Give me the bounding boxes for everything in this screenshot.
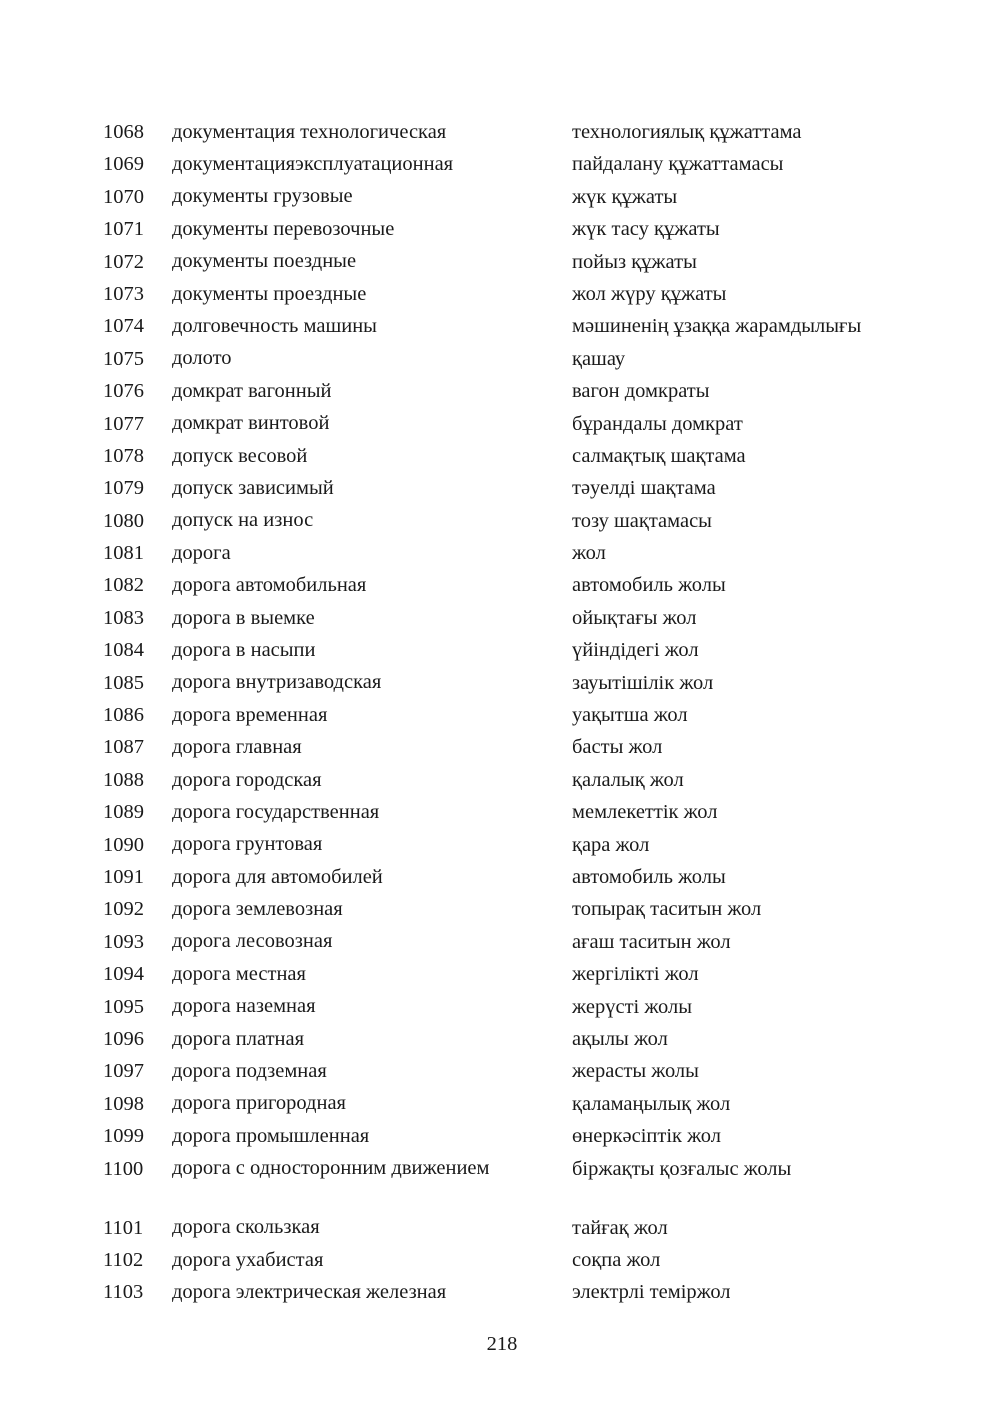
kazakh-term: тозу шақтамасы [572, 509, 712, 532]
kazakh-term: жергілікті жол [572, 963, 699, 986]
entry-number: 1080 [103, 509, 144, 532]
glossary-entry [0, 699, 1004, 731]
entry-number: 1085 [103, 671, 144, 694]
russian-term: дорога скользкая [172, 1216, 320, 1239]
russian-term: допуск зависимый [172, 476, 334, 499]
glossary-entry [0, 310, 1004, 342]
russian-term: документы перевозочные [172, 217, 395, 240]
glossary-entry [0, 148, 1004, 180]
glossary-entry [0, 829, 1004, 861]
kazakh-term: өнеркәсіптік жол [572, 1125, 721, 1148]
russian-term: документы проездные [172, 282, 367, 305]
entry-number: 1087 [103, 736, 144, 759]
russian-term: дорога ухабистая [172, 1248, 324, 1271]
kazakh-term: жол жүру құжаты [572, 282, 727, 305]
glossary-entry [0, 1212, 1004, 1244]
russian-term: дорога грунтовая [172, 833, 323, 856]
russian-term: домкрат вагонный [172, 379, 332, 402]
glossary-entry [0, 1023, 1004, 1055]
entry-number: 1093 [103, 930, 144, 953]
kazakh-term: технологиялық құжаттама [572, 121, 802, 143]
russian-term: дорога промышленная [172, 1124, 370, 1147]
entry-number: 1074 [103, 315, 144, 338]
russian-term: дорога платная [172, 1027, 305, 1050]
glossary-entry [0, 731, 1004, 763]
entry-number: 1096 [103, 1027, 144, 1050]
glossary-entry [0, 278, 1004, 310]
russian-term: дорога в выемке [172, 606, 315, 629]
kazakh-term: тәуелді шақтама [572, 477, 716, 500]
glossary-entry [0, 796, 1004, 828]
glossary-entry [0, 958, 1004, 990]
glossary-entry [0, 634, 1004, 666]
russian-term: дорога с односторонним движением [172, 1157, 490, 1180]
entry-number: 1073 [103, 282, 144, 305]
glossary-entry [0, 537, 1004, 569]
kazakh-term: басты жол [572, 736, 663, 759]
glossary-entry [0, 1120, 1004, 1152]
entry-number: 1069 [103, 153, 144, 176]
glossary-entry [0, 472, 1004, 504]
glossary-entry [0, 1276, 1004, 1308]
russian-term: дорога автомобильная [172, 574, 367, 597]
glossary-entry [0, 408, 1004, 440]
kazakh-term: жерүсті жолы [572, 995, 693, 1018]
russian-term: дорога главная [172, 736, 302, 759]
entry-number: 1091 [103, 865, 144, 888]
glossary-entry [0, 181, 1004, 213]
kazakh-term: зауытішілік жол [572, 671, 714, 694]
kazakh-term: ақылы жол [572, 1027, 668, 1050]
kazakh-term: пойыз құжаты [572, 250, 697, 273]
glossary-entry [0, 926, 1004, 958]
page-number: 218 [486, 1333, 518, 1355]
kazakh-term: топырақ таситын жол [572, 898, 762, 921]
kazakh-term: соқпа жол [572, 1248, 661, 1271]
russian-term: дорога городская [172, 768, 322, 791]
russian-term: дорога для автомобилей [172, 865, 383, 888]
entry-number: 1084 [103, 639, 144, 662]
glossary-entry [0, 375, 1004, 407]
entry-number: 1072 [103, 250, 144, 273]
entry-number: 1090 [103, 833, 144, 856]
russian-term: долговечность машины [172, 315, 377, 338]
entry-number: 1098 [103, 1092, 144, 1115]
russian-term: домкрат винтовой [172, 412, 330, 435]
glossary-entry [0, 602, 1004, 634]
kazakh-term: электрлі теміржол [572, 1281, 731, 1304]
russian-term: дорога временная [172, 703, 328, 726]
glossary-entry [0, 343, 1004, 375]
kazakh-term: мемлекеттік жол [572, 801, 718, 824]
entry-number: 1097 [103, 1060, 144, 1083]
entry-number: 1095 [103, 995, 144, 1018]
entry-number: 1099 [103, 1125, 144, 1148]
kazakh-term: жүк құжаты [572, 185, 678, 208]
entry-number: 1082 [103, 574, 144, 597]
glossary-entry [0, 1055, 1004, 1087]
glossary-entry [0, 246, 1004, 278]
glossary-entry [0, 213, 1004, 245]
glossary-entry [0, 505, 1004, 537]
kazakh-term: қашау [572, 347, 626, 370]
entry-number: 1070 [103, 185, 144, 208]
entry-number: 1077 [103, 412, 144, 435]
kazakh-term: салмақтық шақтама [572, 444, 746, 467]
entry-number: 1068 [103, 121, 144, 143]
russian-term: документация технологическая [172, 120, 447, 143]
russian-term: документы поездные [172, 250, 357, 273]
glossary-entry [0, 764, 1004, 796]
russian-term: дорога землевозная [172, 898, 343, 921]
russian-term: документацияэксплуатационная [172, 153, 454, 176]
glossary-entries [0, 116, 1004, 1309]
glossary-entry [0, 1153, 1004, 1212]
kazakh-term: уақытша жол [572, 704, 688, 727]
russian-term: допуск на износ [172, 509, 314, 532]
russian-term: дорога электрическая железная [172, 1280, 447, 1303]
kazakh-term: жүк тасу құжаты [572, 218, 720, 241]
russian-term: дорога наземная [172, 995, 316, 1018]
entry-number: 1092 [103, 898, 144, 921]
kazakh-term: ағаш таситын жол [572, 930, 731, 953]
entry-number: 1079 [103, 477, 144, 500]
russian-term: дорога внутризаводская [172, 671, 382, 694]
kazakh-term: қаламаңылық жол [572, 1092, 731, 1115]
russian-term: дорога в насыпи [172, 638, 316, 661]
kazakh-term: тайғақ жол [572, 1216, 668, 1239]
kazakh-term: үйіндідегі жол [572, 639, 699, 662]
glossary-entry [0, 861, 1004, 893]
kazakh-term: вагон домкраты [572, 380, 710, 403]
entry-number: 1103 [103, 1281, 144, 1304]
entry-number: 1088 [103, 768, 144, 791]
entry-number: 1071 [103, 218, 144, 241]
entry-number: 1100 [103, 1157, 144, 1180]
entry-number: 1086 [103, 704, 144, 727]
glossary-entry [0, 116, 1004, 148]
glossary-entry [0, 440, 1004, 472]
kazakh-term: автомобиль жолы [572, 574, 726, 597]
russian-term: допуск весовой [172, 444, 308, 467]
entry-number: 1081 [103, 542, 144, 565]
kazakh-term: жол [572, 542, 606, 565]
russian-term: дорога лесовозная [172, 930, 333, 953]
kazakh-term: қара жол [572, 833, 650, 856]
russian-term: дорога местная [172, 962, 306, 985]
russian-term: дорога [172, 541, 231, 564]
kazakh-term: біржақты қозғалыс жолы [572, 1157, 792, 1180]
kazakh-term: жерасты жолы [572, 1060, 699, 1083]
kazakh-term: автомобиль жолы [572, 865, 726, 888]
entry-number: 1094 [103, 963, 144, 986]
entry-number: 1089 [103, 801, 144, 824]
russian-term: дорога подземная [172, 1060, 327, 1083]
glossary-entry [0, 893, 1004, 925]
russian-term: документы грузовые [172, 185, 353, 208]
kazakh-term: пайдалану құжаттамасы [572, 153, 784, 176]
kazakh-term: мәшиненің ұзаққа жарамдылығы [572, 315, 862, 338]
entry-number: 1078 [103, 444, 144, 467]
entry-number: 1075 [103, 347, 144, 370]
glossary-entry [0, 1244, 1004, 1276]
russian-term: дорога государственная [172, 800, 380, 823]
glossary-entry [0, 569, 1004, 601]
kazakh-term: ойықтағы жол [572, 606, 697, 629]
glossary-entry [0, 667, 1004, 699]
entry-number: 1102 [103, 1248, 144, 1271]
entry-number: 1076 [103, 380, 144, 403]
kazakh-term: қалалық жол [572, 768, 684, 791]
russian-term: долото [172, 347, 232, 370]
glossary-entry [0, 1088, 1004, 1120]
glossary-entry [0, 991, 1004, 1023]
entry-number: 1083 [103, 606, 144, 629]
kazakh-term: бұрандалы домкрат [572, 412, 743, 435]
entry-number: 1101 [103, 1216, 144, 1239]
russian-term: дорога пригородная [172, 1092, 346, 1115]
